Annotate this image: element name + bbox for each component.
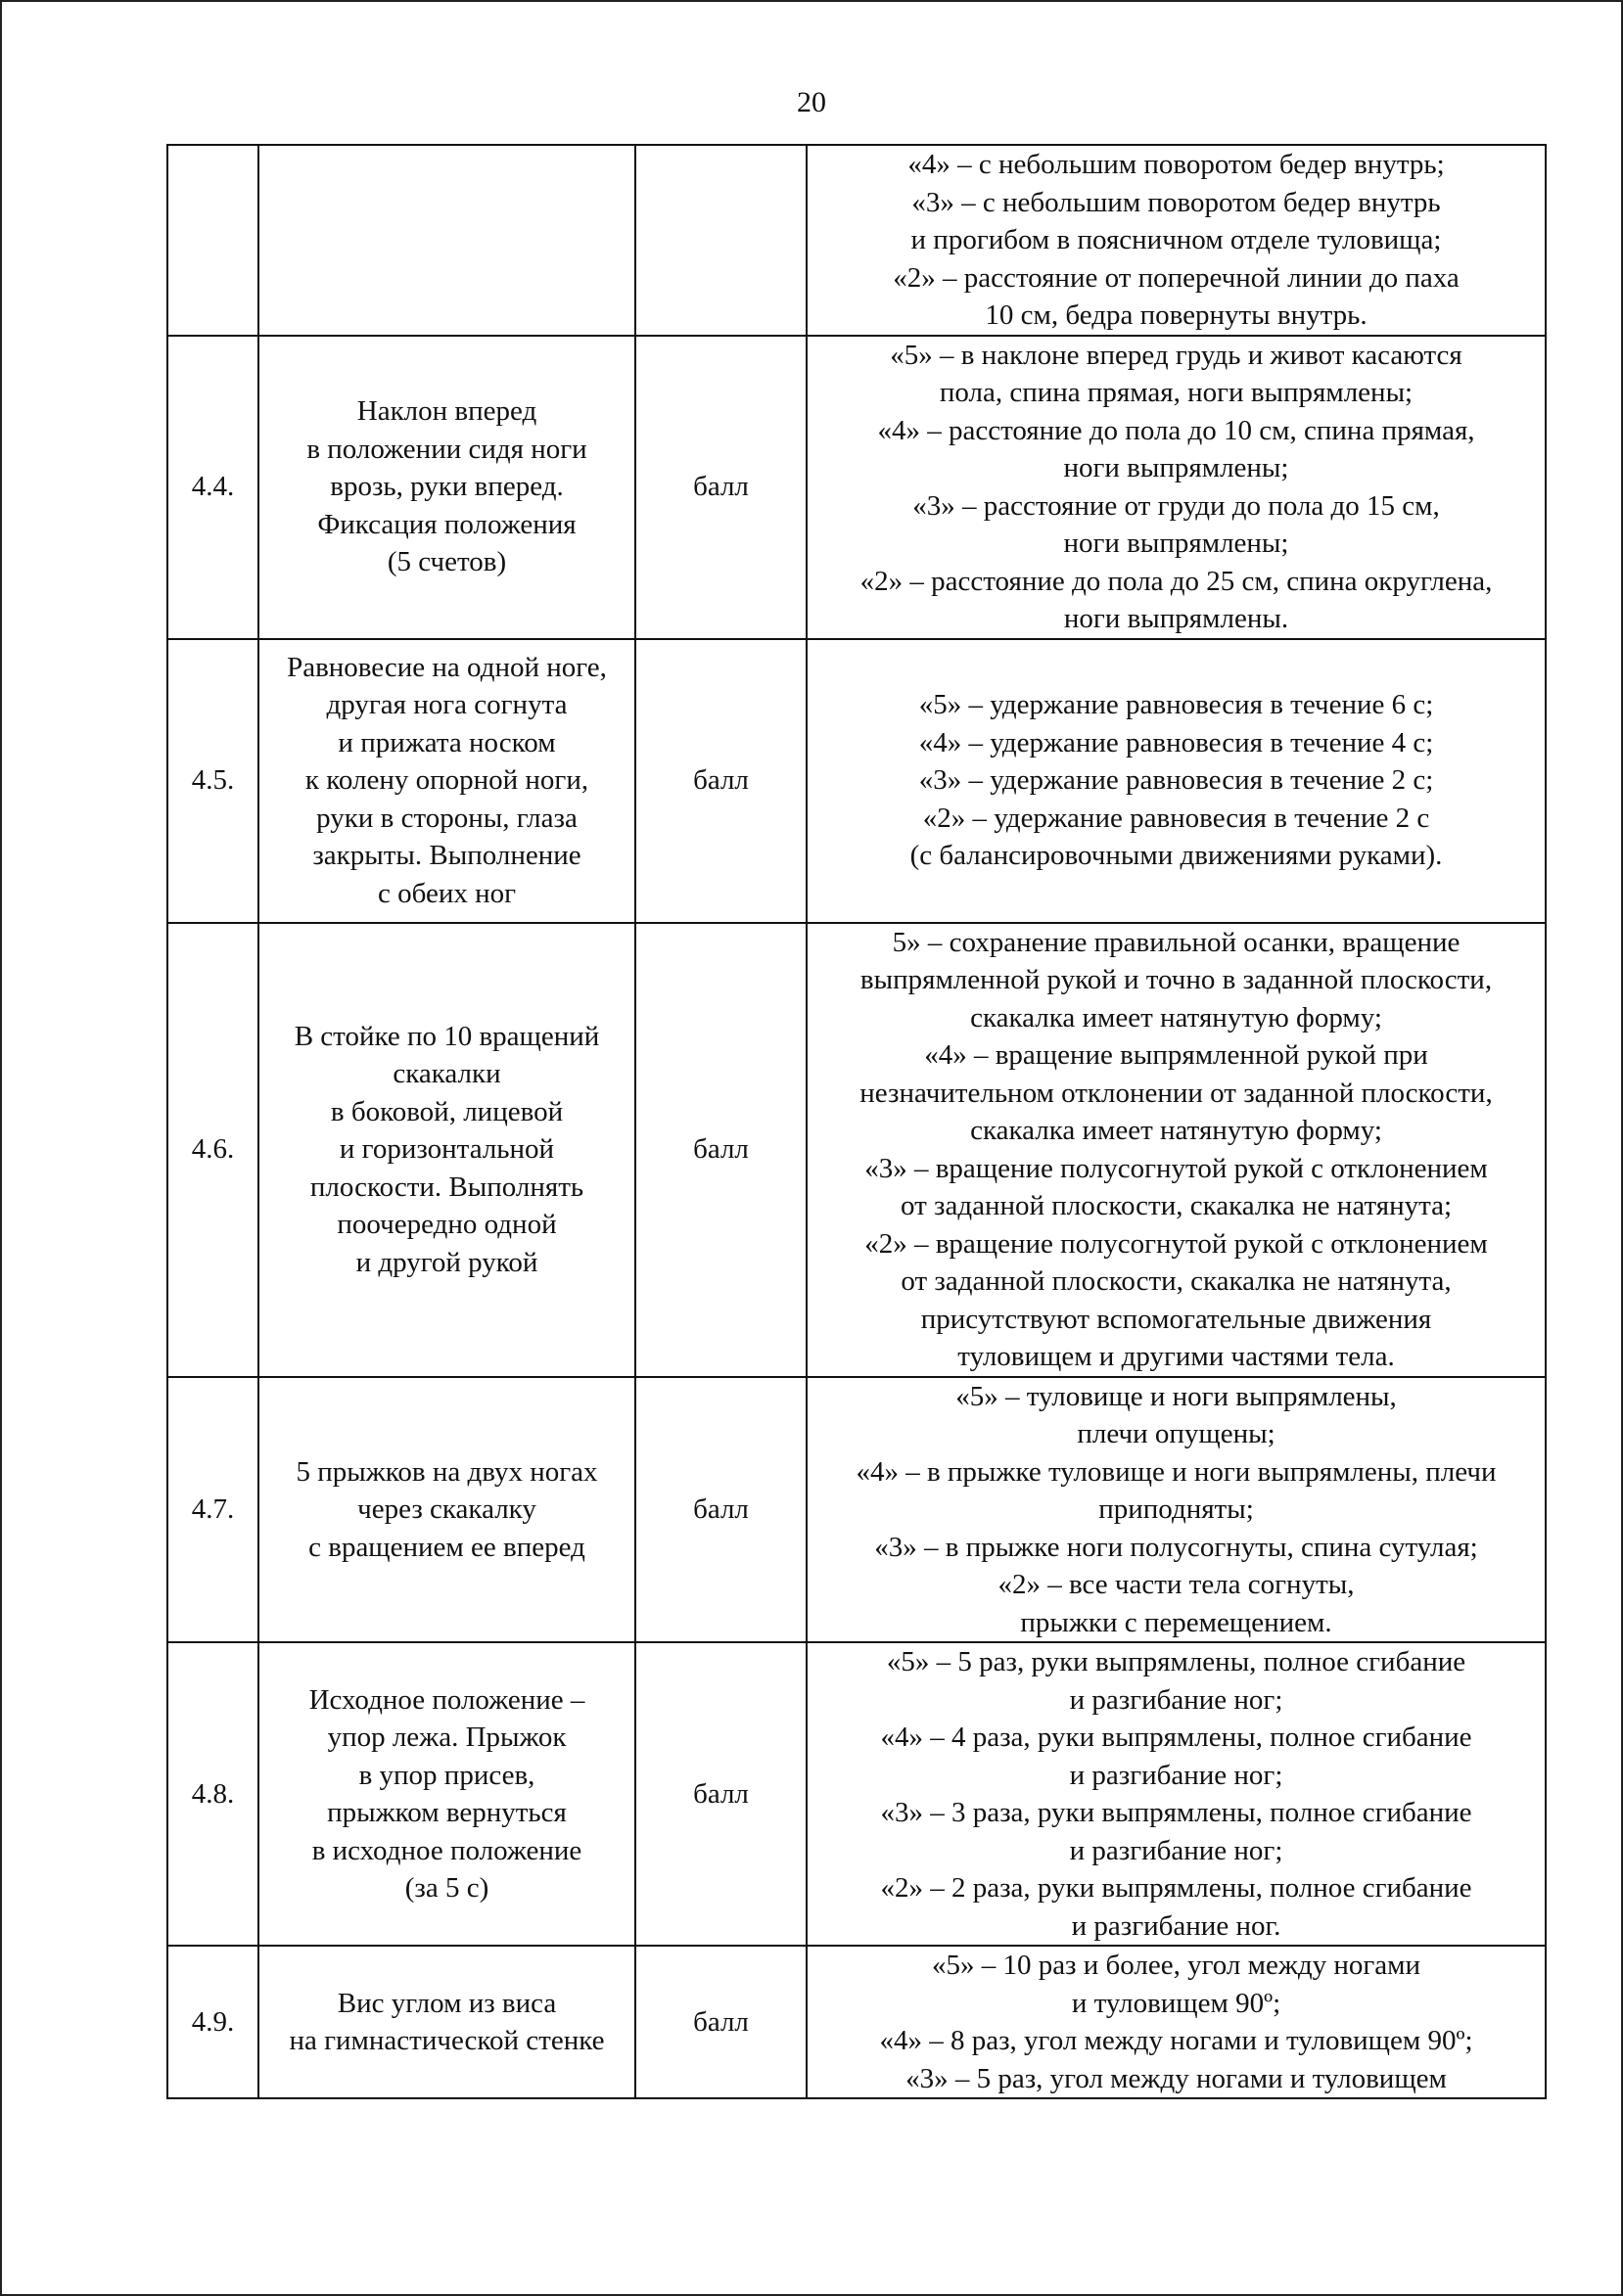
unit-label: балл [693,1777,749,1810]
unit-cell [635,336,807,639]
table-row [167,639,1546,923]
criteria-line: «3» – 3 раза, руки выпрямлены, полное сгибание [880,1797,1472,1828]
exercise-name-cell [258,639,635,923]
exercise-name-cell [258,1642,635,1946]
criteria-line: приподняты; [1098,1493,1254,1525]
exercise-name-line: Фиксация положения [317,508,577,540]
criteria-cell [807,1642,1546,1946]
exercise-name-line: руки в стороны, глаза [316,802,578,834]
item-number-cell [167,1377,258,1643]
exercise-name-line: прыжком вернуться [327,1797,567,1828]
criteria-line: «4» – вращение выпрямленной рукой при [924,1039,1428,1071]
unit-label: балл [693,764,749,797]
criteria-line: выпрямленной рукой и точно в заданной плоскости, [859,964,1493,995]
unit-cell [635,145,807,336]
criteria-line: «2» – удержание равновесия в течение 2 с [922,802,1430,834]
criteria-line: «2» – расстояние от поперечной линии до паха [893,261,1460,294]
criteria-line: пола, спина прямая, ноги выпрямлены; [939,377,1414,408]
exercise-name-line: и прижата носком [338,726,556,758]
exercise-name-line: поочередно одной [337,1209,557,1241]
table-row [167,145,1546,336]
criteria-line: «2» – расстояние до пола до 25 см, спина округлена, [859,565,1493,597]
exercise-name-line: на гимнастической стенке [289,2025,605,2056]
criteria-line: и разгибание ног; [1069,1759,1283,1791]
criteria-line: «2» – вращение полусогнутой рукой с отклонением [864,1227,1488,1260]
exercise-name-line: в упор присев, [358,1759,535,1791]
exercise-name-line: Наклон вперед [356,395,537,428]
criteria-line: незначительном отклонении от заданной плоскости, [859,1077,1493,1109]
unit-cell [635,1642,807,1946]
item-number: 4.4. [191,471,235,503]
criteria-line: «4» – 8 раз, угол между ногами и туловищем 90º; [879,2025,1473,2056]
criteria-line: 5» – сохранение правильной осанки, вращение [892,926,1461,958]
criteria-line: «3» – 5 раз, угол между ногами и туловищем [905,2062,1447,2094]
assessment-table [166,144,1547,2099]
criteria-line: «5» – в наклоне вперед грудь и живот касаются [890,339,1462,371]
criteria-line: «2» – все части тела согнуты, [997,1569,1355,1600]
criteria-line: «3» – удержание равновесия в течение 2 с; [918,764,1434,797]
criteria-line: и разгибание ног; [1069,1834,1283,1866]
criteria-line: прыжки с перемещением. [1020,1606,1332,1638]
unit-label: балл [693,1493,749,1525]
unit-cell [635,1946,807,2098]
item-number-cell [167,923,258,1377]
exercise-name-cell [258,1377,635,1643]
criteria-line: «4» – в прыжке туловище и ноги выпрямлены, плечи [856,1455,1497,1488]
criteria-line: от заданной плоскости, скакалка не натянута, [901,1265,1452,1297]
criteria-line: присутствуют вспомогательные движения [920,1303,1432,1335]
exercise-name-line: закрыты. Выполнение [312,840,581,872]
criteria-line: и разгибание ног; [1069,1683,1283,1716]
exercise-name-line: в боковой, лицевой [330,1095,564,1127]
exercise-name-cell [258,145,635,336]
criteria-line: плечи опущены; [1077,1418,1275,1449]
criteria-line: скакалка имеет натянутую форму; [970,1001,1382,1033]
criteria-line: и прогибом в поясничном отделе туловища; [910,224,1442,255]
exercise-name-line: плоскости. Выполнять [309,1171,584,1203]
criteria-line: «4» – удержание равновесия в течение 4 с; [918,726,1434,758]
exercise-name-line: (за 5 с) [404,1872,489,1904]
exercise-name-line: и другой рукой [355,1246,538,1278]
criteria-line: «3» – в прыжке ноги полусогнуты, спина сутулая; [874,1531,1478,1563]
exercise-name-line: врозь, руки вперед. [330,471,564,503]
table-row [167,1642,1546,1946]
table-row [167,1946,1546,2098]
exercise-name-line: (5 счетов) [387,546,507,578]
criteria-line: и разгибание ног. [1071,1909,1281,1942]
item-number-cell [167,1642,258,1946]
criteria-cell [807,1377,1546,1643]
criteria-line: «4» – с небольшим поворотом бедер внутрь; [907,149,1445,180]
table-row [167,923,1546,1377]
exercise-name-line: Равновесие на одной ноге, [287,651,607,683]
item-number-cell [167,1946,258,2098]
criteria-cell [807,1946,1546,2098]
exercise-name-line: с обеих ног [377,877,517,909]
criteria-line: ноги выпрямлены; [1063,452,1289,483]
item-number: 4.9. [191,2005,235,2038]
criteria-cell [807,923,1546,1377]
criteria-line: «5» – 5 раз, руки выпрямлены, полное сгибание [886,1646,1466,1677]
table-row [167,1377,1546,1643]
item-number: 4.5. [191,764,235,797]
exercise-name-line: с вращением ее вперед [308,1531,585,1563]
exercise-name-line: к колену опорной ноги, [304,764,589,797]
exercise-name-line: Вис углом из виса [337,1987,557,2019]
criteria-line: «4» – расстояние до пола до 10 см, спина прямая, [877,414,1475,446]
exercise-name-line: Исходное положение – [308,1683,585,1716]
criteria-cell [807,639,1546,923]
unit-label: балл [693,471,749,503]
item-number: 4.6. [191,1133,235,1166]
criteria-line: «5» – туловище и ноги выпрямлены, [955,1380,1397,1412]
item-number-cell [167,639,258,923]
criteria-line: «5» – удержание равновесия в течение 6 с; [918,689,1434,721]
criteria-line: от заданной плоскости, скакалка не натянута; [900,1190,1453,1221]
exercise-name-line: в положении сидя ноги [306,433,587,465]
table-row [167,336,1546,639]
criteria-cell [807,145,1546,336]
criteria-line: «2» – 2 раза, руки выпрямлены, полное сгибание [880,1872,1472,1904]
exercise-name-line: и горизонтальной [339,1133,555,1166]
criteria-line: «5» – 10 раз и более, угол между ногами [931,1950,1421,1981]
criteria-line: ноги выпрямлены. [1063,603,1289,634]
unit-cell [635,923,807,1377]
unit-cell [635,1377,807,1643]
unit-label: балл [693,2005,749,2038]
item-number: 4.8. [191,1777,235,1810]
criteria-line: «4» – 4 раза, руки выпрямлены, полное сгибание [880,1722,1472,1753]
exercise-name-line: 5 прыжков на двух ногах [296,1455,598,1488]
criteria-line: и туловищем 90º; [1071,1987,1281,2019]
criteria-line: «3» – расстояние от груди до пола до 15 см, [912,489,1440,522]
criteria-line: 10 см, бедра повернуты внутрь. [985,299,1368,331]
exercise-name-cell [258,1946,635,2098]
criteria-line: (с балансировочными движениями руками). [909,840,1443,872]
item-number-cell [167,336,258,639]
criteria-line: скакалка имеет натянутую форму; [970,1115,1382,1146]
criteria-cell [807,336,1546,639]
item-number-cell [167,145,258,336]
page-number: 20 [797,86,826,118]
exercise-name-line: другая нога согнута [326,689,568,721]
criteria-line: ноги выпрямлены; [1063,528,1289,559]
exercise-name-cell [258,923,635,1377]
criteria-line: «3» – с небольшим поворотом бедер внутрь [911,186,1441,218]
criteria-line: туловищем и другими частями тела. [957,1341,1395,1372]
exercise-name-cell [258,336,635,639]
criteria-line: «3» – вращение полусогнутой рукой с отклонением [864,1152,1488,1184]
exercise-name-line: в исходное положение [311,1834,582,1866]
unit-cell [635,639,807,923]
exercise-name-line: скакалки [393,1058,501,1090]
exercise-name-line: через скакалку [357,1493,536,1525]
exercise-name-line: упор лежа. Прыжок [327,1722,567,1753]
exercise-name-line: В стойке по 10 вращений [294,1020,600,1052]
item-number: 4.7. [191,1493,235,1525]
unit-label: балл [693,1133,749,1166]
